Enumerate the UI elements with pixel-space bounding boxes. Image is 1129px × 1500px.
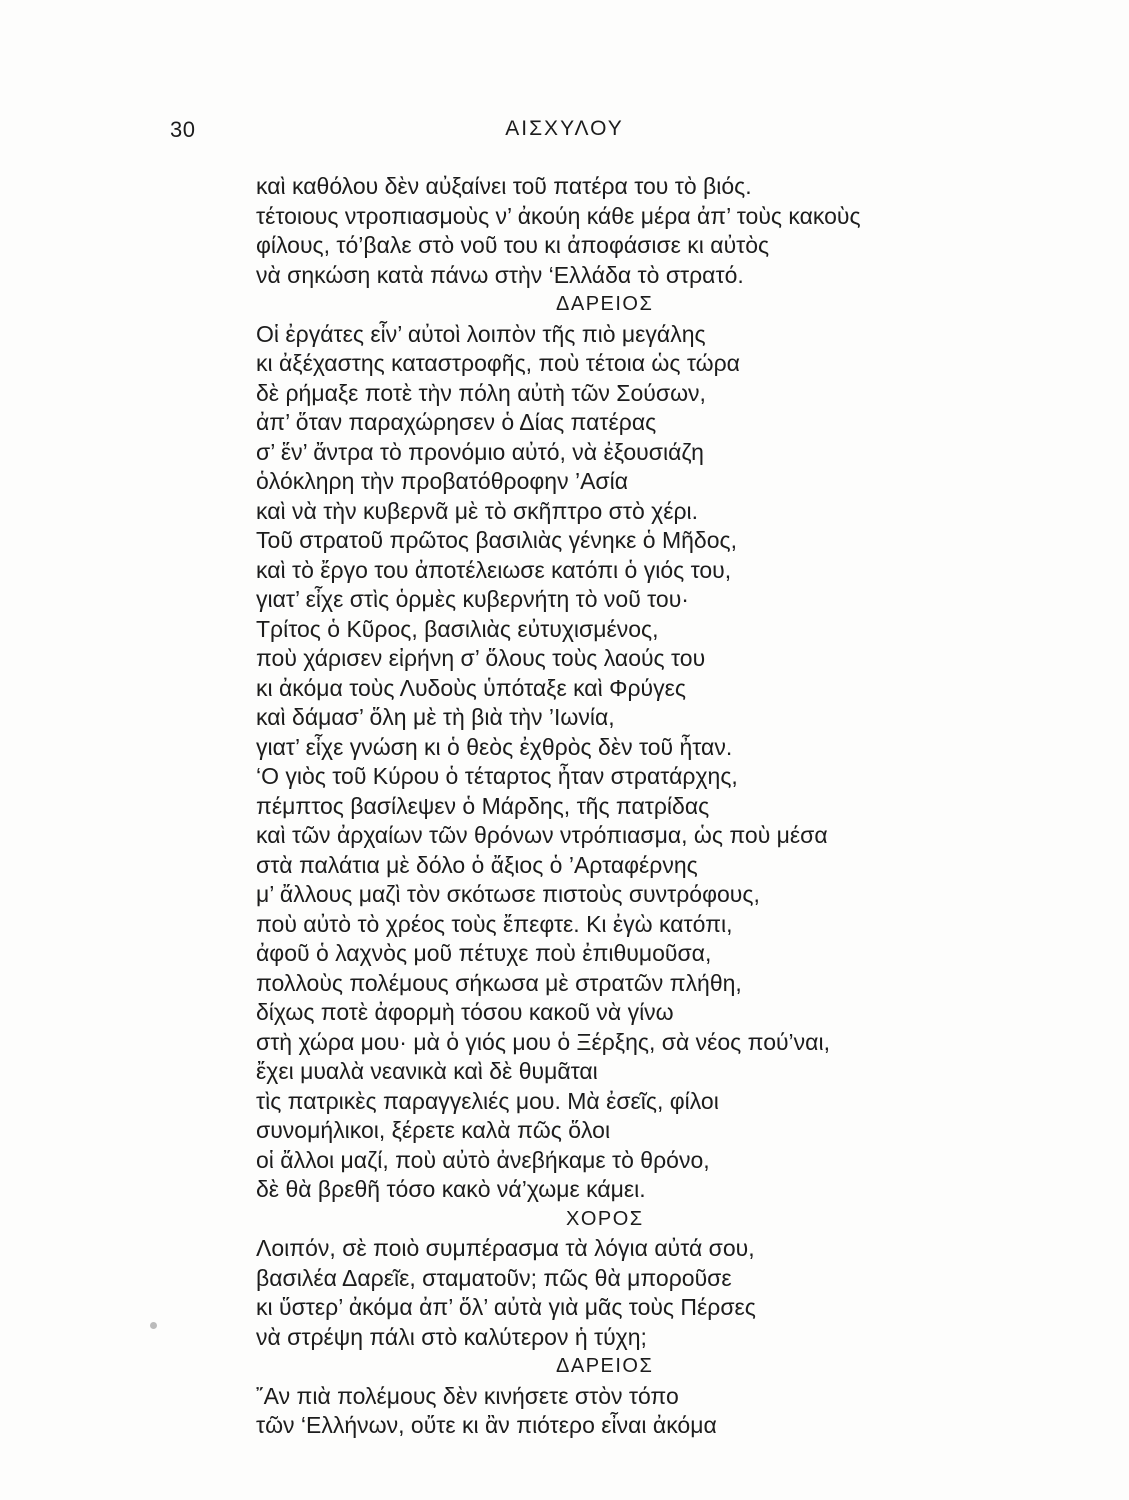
verse-line: νὰ σηκώση κατὰ πάνω στὴν ‘Ελλάδα τὸ στρατό. — [256, 261, 744, 288]
speaker-name: ΔΑΡΕΙΟΣ — [556, 1355, 654, 1377]
verse-line: ῎Αν πιὰ πολέμους δὲν κινήσετε στὸν τόπο — [256, 1382, 679, 1409]
verse-line: στὴ χώρα μου· μὰ ὁ γιός μου ὁ Ξέρξης, σὰ νέος πού’ναι, — [256, 1028, 830, 1055]
verse-line: τῶν ‘Ελλήνων, οὔτε κι ἂν πιότερο εἶναι ἀκόμα — [256, 1412, 717, 1438]
speaker-name: ΔΑΡΕΙΟΣ — [556, 293, 654, 315]
verse-line: στὰ παλάτια μὲ δόλο ὁ ἄξιος ὁ ’Αρταφέρνης — [256, 851, 698, 878]
verse-line: κι ἀκόμα τοὺς Λυδοὺς ὑπόταξε καὶ Φρύγες — [256, 674, 686, 701]
verse-line: καὶ νὰ τὴν κυβερνᾶ μὲ τὸ σκῆπτρο στὸ χέρι. — [256, 497, 699, 524]
verse-line: τέτοιους ντροπιασμοὺς ν’ ἀκούη κάθε μέρα ἀπ’ τοὺς κακοὺς — [256, 202, 861, 229]
verse-line: νὰ στρέψη πάλι στὸ καλύτερον ἡ τύχη; — [256, 1323, 647, 1350]
verse-text — [256, 172, 1016, 1441]
verse-line: Τρίτος ὁ Κῦρος, βασιλιὰς εὐτυχισμένος, — [256, 615, 659, 642]
verse-line: ποὺ αὐτὸ τὸ χρέος τοὺς ἔπεφτε. Κι ἐγὼ κατόπι, — [256, 910, 733, 937]
verse-line: οἱ ἄλλοι μαζί, ποὺ αὐτὸ ἀνεβήκαμε τὸ θρόνο, — [256, 1146, 710, 1173]
verse-line: καὶ τῶν ἀρχαίων τῶν θρόνων ντρόπιασμα, ὡς ποὺ μέσα — [256, 822, 828, 848]
verse-line: δὲ ρήμαξε ποτὲ τὴν πόλη αὐτὴ τῶν Σούσων, — [256, 379, 706, 406]
verse-line: Τοῦ στρατοῦ πρῶτος βασιλιὰς γένηκε ὁ Μῆδος, — [256, 527, 738, 553]
verse-line: ἔχει μυαλὰ νεανικὰ καὶ δὲ θυμᾶται — [256, 1058, 598, 1084]
verse-line: μ’ ἄλλους μαζὶ τὸν σκότωσε πιστοὺς συντρόφους, — [256, 881, 760, 907]
verse-line: κι ὕστερ’ ἀκόμα ἀπ’ ὅλ’ αὐτὰ γιὰ μᾶς τοὺς Πέρσες — [256, 1294, 756, 1320]
page-number: 30 — [170, 117, 196, 142]
verse-line: σ’ ἕν’ ἄντρα τὸ προνόμιο αὐτό, νὰ ἐξουσιάζη — [256, 438, 704, 465]
verse-line: ἀφοῦ ὁ λαχνὸς μοῦ πέτυχε ποὺ ἐπιθυμοῦσα, — [256, 940, 712, 966]
verse-line: πέμπτος βασίλεψεν ὁ Μάρδης, τῆς πατρίδας — [256, 792, 710, 819]
verse-line: καὶ δάμασ’ ὅλη μὲ τὴ βιὰ τὴν ’Ιωνία, — [256, 704, 615, 730]
verse-line: συνομήλικοι, ξέρετε καλὰ πῶς ὅλοι — [256, 1117, 611, 1143]
verse-line: ‘Ο γιὸς τοῦ Κύρου ὁ τέταρτος ἦταν στρατάρχης, — [256, 763, 738, 789]
verse-line: γιατ’ εἶχε στὶς ὁρμὲς κυβερνήτη τὸ νοῦ του· — [256, 586, 689, 612]
verse-line: ἀπ’ ὅταν παραχώρησεν ὁ Δίας πατέρας — [256, 409, 657, 435]
verse-line: κι ἀξέχαστης καταστροφῆς, ποὺ τέτοια ὡς τώρα — [256, 350, 740, 376]
verse-line: δὲ θὰ βρεθῆ τόσο κακὸ νά’χωμε κάμει. — [256, 1176, 646, 1202]
verse-line: καὶ καθόλου δὲν αὐξαίνει τοῦ πατέρα του τὸ βιός. — [256, 173, 752, 199]
verse-line: γιατ’ εἶχε γνώση κι ὁ θεὸς ἐχθρὸς δὲν τοῦ ἦταν. — [256, 733, 733, 760]
verse-line: Οἱ ἐργάτες εἶν’ αὐτοὶ λοιπὸν τῆς πιὸ μεγάλης — [256, 320, 706, 347]
verse-line: φίλους, τό’βαλε στὸ νοῦ του κι ἀποφάσισε κι αὐτὸς — [256, 232, 770, 258]
verse-line: πολλοὺς πολέμους σήκωσα μὲ στρατῶν πλήθη, — [256, 969, 742, 996]
verse-line: δίχως ποτὲ ἀφορμὴ τόσου κακοῦ νὰ γίνω — [256, 999, 674, 1025]
running-head: ΑΙΣΧΥΛΟΥ — [505, 117, 624, 140]
verse-line: βασιλέα Δαρεῖε, σταματοῦν; πῶς θὰ μποροῦσε — [256, 1264, 732, 1291]
verse-line: Λοιπόν, σὲ ποιὸ συμπέρασμα τὰ λόγια αὐτά σου, — [256, 1235, 755, 1261]
verse-line: καὶ τὸ ἔργο του ἀποτέλειωσε κατόπι ὁ γιός του, — [256, 556, 732, 583]
speaker-name: ΧΟΡΟΣ — [566, 1207, 644, 1230]
verse-line: ποὺ χάρισεν εἰρήνη σ’ ὅλους τοὺς λαούς του — [256, 645, 706, 671]
ink-speck — [150, 1322, 157, 1329]
verse-line: ὁλόκληρη τὴν προβατόθροφην ’Ασία — [256, 468, 629, 494]
verse-line: τὶς πατρικὲς παραγγελιές μου. Μὰ ἐσεῖς, φίλοι — [256, 1087, 719, 1114]
